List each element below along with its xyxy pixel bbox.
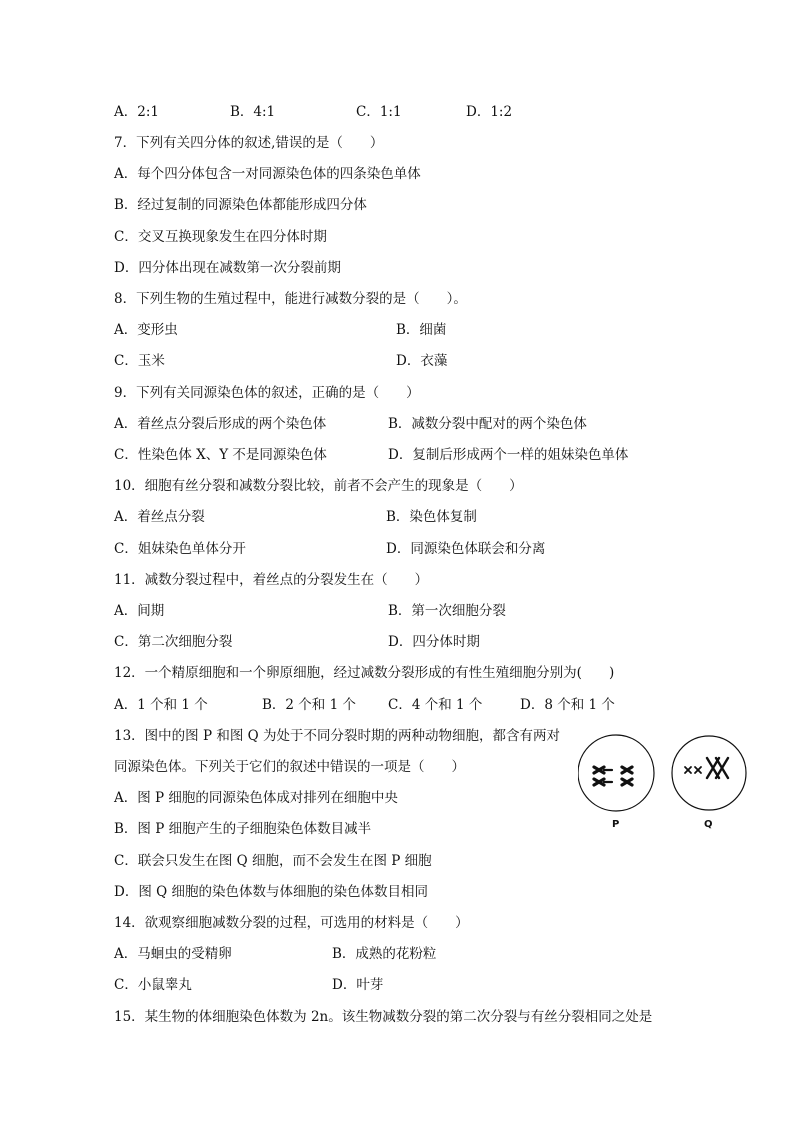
q11-option-a[interactable]: A．间期 [114,603,165,619]
q12-stem: 12．一个精原细胞和一个卵原细胞，经过减数分裂形成的有性生殖细胞分别为( ) [114,665,615,681]
q13-stem-line1: 13．图中的图 P 和图 Q 为处于不同分裂时期的两种动物细胞，都含有两对 [114,728,560,744]
q15-stem: 15．某生物的体细胞染色体数为 2n。该生物减数分裂的第二次分裂与有丝分裂相同之处是 [114,1009,653,1025]
q9-stem: 9．下列有关同源染色体的叙述，正确的是（ ） [114,385,420,401]
q10-option-c[interactable]: C．姐妹染色单体分开 [114,541,246,557]
q7-option-d[interactable]: D．四分体出现在减数第一次分裂前期 [114,260,341,276]
q10-option-b[interactable]: B．染色体复制 [386,509,477,525]
q14-option-a[interactable]: A．马蛔虫的受精卵 [114,946,232,962]
q10-option-d[interactable]: D．同源染色体联会和分离 [386,541,546,557]
figure-label-p: P [612,819,620,830]
q8-option-a[interactable]: A．变形虫 [114,322,178,338]
q14-stem: 14．欲观察细胞减数分裂的过程，可选用的材料是（ ） [114,915,469,931]
q8-option-c[interactable]: C．玉米 [114,353,165,369]
q10-stem: 10．细胞有丝分裂和减数分裂比较，前者不会产生的现象是（ ） [114,478,523,494]
q9-option-c[interactable]: C．性染色体 X、Y 不是同源染色体 [114,447,327,463]
q7-stem: 7．下列有关四分体的叙述,错误的是（ ） [114,135,384,151]
q14-option-c[interactable]: C．小鼠睾丸 [114,977,192,993]
q9-option-a[interactable]: A．着丝点分裂后形成的两个染色体 [114,416,327,432]
q12-option-b[interactable]: B．2 个和 1 个 [262,697,356,713]
q13-option-d[interactable]: D．图 Q 细胞的染色体数与体细胞的染色体数目相同 [114,884,428,900]
q7-option-a[interactable]: A．每个四分体包含一对同源染色体的四条染色单体 [114,166,421,182]
q8-option-d[interactable]: D．衣藻 [396,353,448,369]
q12-option-d[interactable]: D．8 个和 1 个 [520,697,615,713]
q6-option-d[interactable]: D．1:2 [466,104,513,120]
q7-option-c[interactable]: C．交叉互换现象发生在四分体时期 [114,229,327,245]
q6-option-a[interactable]: A．2:1 [114,104,159,120]
q13-stem-line2: 同源染色体。下列关于它们的叙述中错误的一项是（ ） [114,759,465,775]
q13-option-c[interactable]: C．联会只发生在图 Q 细胞，而不会发生在图 P 细胞 [114,853,432,869]
q6-option-b[interactable]: B．4:1 [230,104,276,120]
q11-option-d[interactable]: D．四分体时期 [388,634,480,650]
q8-stem: 8．下列生物的生殖过程中，能进行减数分裂的是（ ）。 [114,291,467,307]
q14-option-d[interactable]: D．叶芽 [332,977,384,993]
q13-option-b[interactable]: B．图 P 细胞产生的子细胞染色体数目减半 [114,821,372,837]
q6-option-c[interactable]: C．1:1 [356,104,402,120]
q10-option-a[interactable]: A．着丝点分裂 [114,509,205,525]
q9-option-b[interactable]: B．减数分裂中配对的两个染色体 [388,416,587,432]
q14-option-b[interactable]: B．成熟的花粉粒 [332,946,437,962]
q8-option-b[interactable]: B．细菌 [396,322,447,338]
q7-option-b[interactable]: B．经过复制的同源染色体都能形成四分体 [114,197,367,213]
cell-division-figure [578,733,758,833]
q12-option-c[interactable]: C．4 个和 1 个 [388,697,483,713]
q12-option-a[interactable]: A．1 个和 1 个 [114,697,208,713]
q11-option-c[interactable]: C．第二次细胞分裂 [114,634,233,650]
cell-q [672,736,746,810]
q9-option-d[interactable]: D．复制后形成两个一样的姐妹染色单体 [388,447,629,463]
cell-p [578,735,654,811]
q11-stem: 11．减数分裂过程中，着丝点的分裂发生在（ ） [114,572,429,588]
figure-label-q: Q [704,819,713,830]
q11-option-b[interactable]: B．第一次细胞分裂 [388,603,506,619]
cell-figure-svg [578,733,758,833]
q13-option-a[interactable]: A．图 P 细胞的同源染色体成对排列在细胞中央 [114,790,398,806]
